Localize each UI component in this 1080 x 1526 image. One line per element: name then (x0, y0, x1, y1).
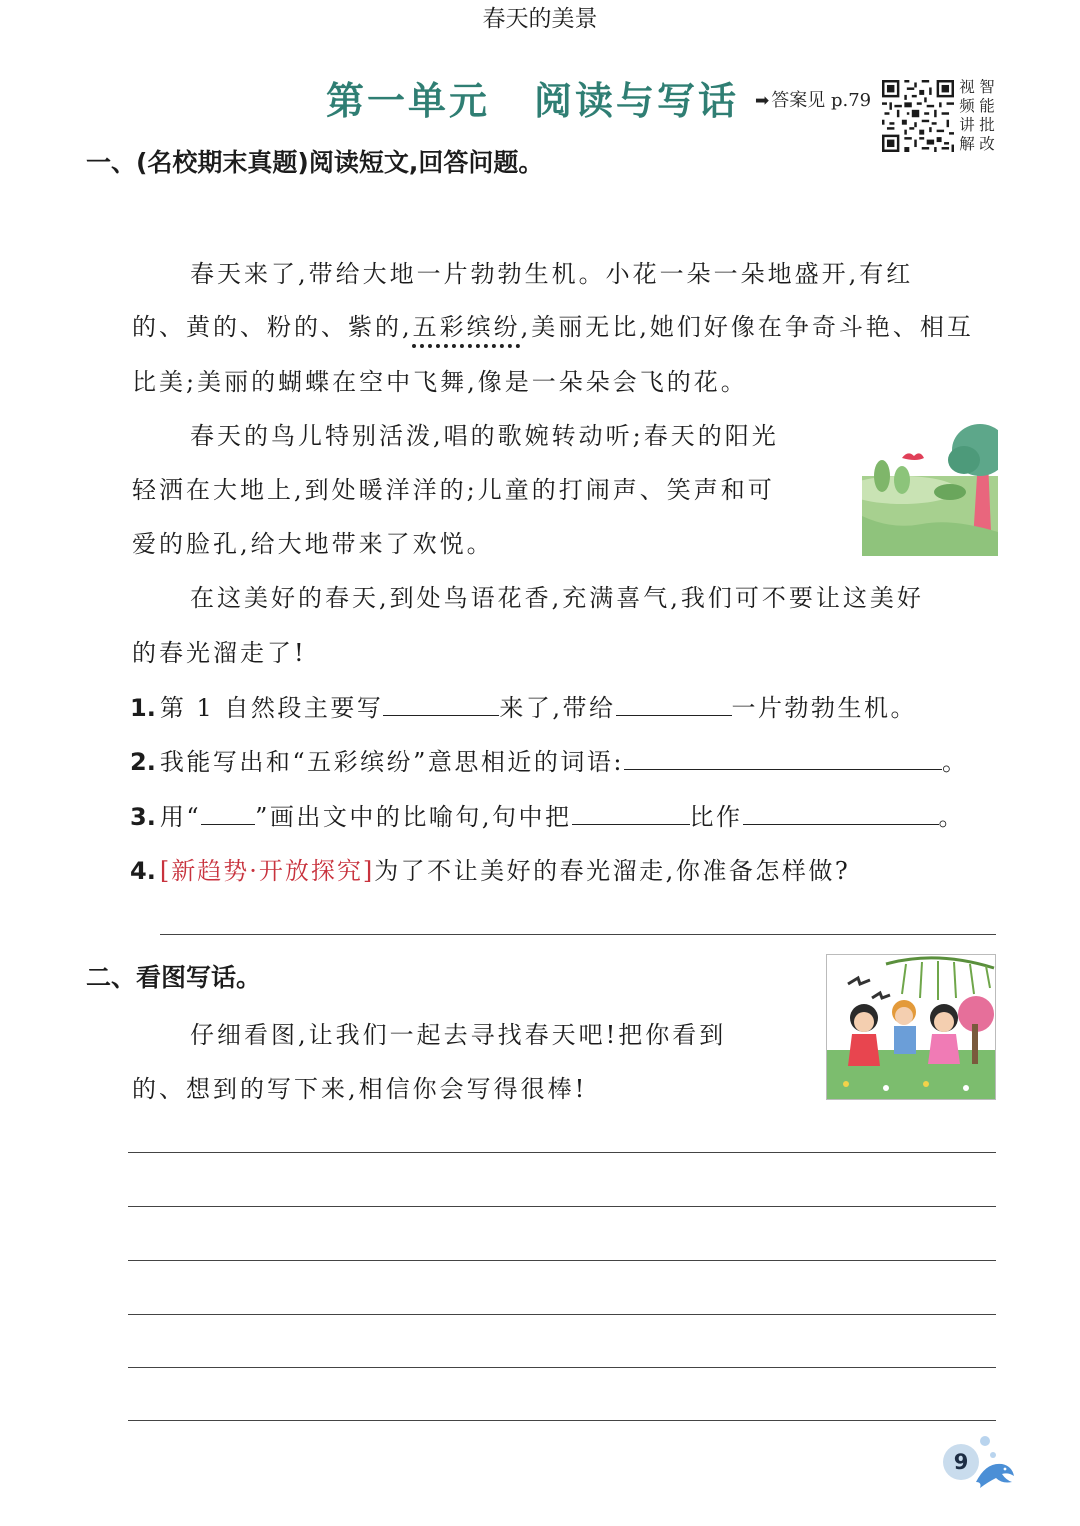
writing-line[interactable] (128, 1152, 996, 1153)
answer-line[interactable] (160, 934, 996, 935)
question-3 (130, 797, 965, 832)
question-text: 。 (938, 803, 966, 831)
qr-caption-char: 改 (979, 135, 995, 153)
paragraph3-line1: 在这美好的春天,到处鸟语花香,充满喜气,我们可不要让这美好 (190, 584, 924, 612)
paragraph2-line2: 轻洒在大地上,到处暖洋洋的;儿童的打闹声、笑声和可 (132, 476, 775, 504)
unit-title-topic: 阅读与写话 (534, 79, 740, 123)
writing-prompt-line1: 仔细看图,让我们一起去寻找春天吧!把你看到 (190, 1021, 727, 1049)
answer-blank[interactable] (383, 715, 499, 716)
writing-line[interactable] (128, 1314, 996, 1315)
question-text: 。 (941, 748, 969, 776)
paragraph2-line3: 爱的脸孔,给大地带来了欢悦。 (132, 530, 494, 558)
writing-line[interactable] (128, 1367, 996, 1368)
question-number: 4. (130, 857, 156, 885)
question-text: 比作 (689, 803, 743, 831)
qr-caption-char: 频 (959, 97, 975, 115)
unit-title-number: 第一单元 (326, 79, 491, 123)
unit-title (326, 70, 739, 125)
writing-line[interactable] (128, 1206, 996, 1207)
question-4 (130, 851, 850, 886)
qr-caption-char: 能 (979, 97, 995, 115)
question-text: 为了不让美好的春光溜走,你准备怎样做? (374, 857, 851, 885)
answer-blank[interactable] (572, 824, 690, 825)
question-1 (130, 688, 917, 723)
question-number: 2. (130, 748, 156, 776)
underline-sample (201, 824, 255, 825)
qr-caption-char: 批 (979, 116, 995, 134)
question-number: 1. (130, 694, 156, 722)
writing-prompt-line2: 的、想到的写下来,相信你会写得很棒! (132, 1075, 588, 1103)
paragraph1-line1: 春天来了,带给大地一片勃勃生机。小花一朵一朵地盛开,有红 (190, 260, 914, 288)
bubble-decoration (980, 1436, 990, 1446)
dotted-phrase: 五彩缤纷 (412, 313, 521, 341)
trend-tag: [新趋势·开放探究] (159, 857, 375, 885)
section2-heading: 二、看图写话。 (86, 963, 262, 992)
question-text: ”画出文中的比喻句,句中把 (255, 803, 572, 831)
question-2 (130, 742, 968, 777)
spring-landscape-illustration (862, 420, 998, 556)
writing-line[interactable] (128, 1420, 996, 1421)
answer-blank[interactable] (616, 715, 732, 716)
paragraph2-line1: 春天的鸟儿特别活泼,唱的歌婉转动听;春天的阳光 (190, 422, 779, 450)
article-title: 春天的美景 (482, 6, 598, 32)
answer-blank[interactable] (624, 769, 942, 770)
question-text: 我能写出和“五彩缤纷”意思相近的词语: (159, 748, 624, 776)
page-number: 9 (943, 1444, 979, 1480)
qr-caption-char: 讲 (959, 116, 975, 134)
writing-line[interactable] (128, 1260, 996, 1261)
qr-caption-char: 解 (959, 135, 975, 153)
paragraph3-line2: 的春光溜走了! (132, 639, 307, 667)
paragraph1-line3: 比美;美丽的蝴蝶在空中飞舞,像是一朵朵会飞的花。 (132, 368, 748, 396)
qr-caption-char: 智 (979, 78, 995, 96)
dolphin-icon (972, 1452, 1018, 1492)
question-text: 来了,带给 (499, 694, 616, 722)
qr-code-icon[interactable] (882, 80, 954, 152)
question-text: 一片勃勃生机。 (731, 694, 917, 722)
text-fragment: ,美丽无比,她们好像在争奇斗艳、相互 (520, 313, 974, 341)
answer-blank[interactable] (743, 824, 939, 825)
arrow-right-icon: ➡ (755, 91, 770, 111)
text-fragment: 的、黄的、粉的、紫的, (132, 313, 413, 341)
answer-reference (755, 86, 871, 112)
question-text: 第 1 自然段主要写 (159, 694, 384, 722)
question-text: 用“ (159, 803, 202, 831)
paragraph1-line2 (132, 307, 974, 342)
question-number: 3. (130, 803, 156, 831)
children-spring-illustration (826, 954, 996, 1100)
qr-caption-char: 视 (959, 78, 975, 96)
answer-reference-text: 答案见 p.79 (771, 90, 872, 111)
section1-heading: 一、(名校期末真题)阅读短文,回答问题。 (86, 148, 544, 177)
